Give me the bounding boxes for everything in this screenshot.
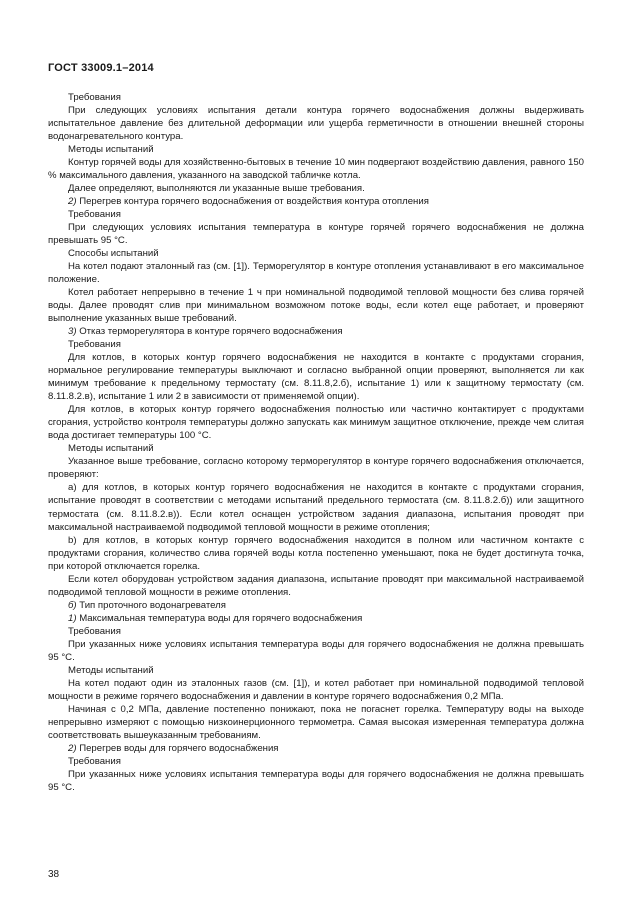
paragraph bbox=[48, 351, 584, 403]
paragraph-text: Методы испытаний bbox=[68, 664, 154, 676]
paragraph bbox=[48, 677, 584, 703]
paragraph bbox=[48, 625, 584, 638]
paragraph-text: Требования bbox=[68, 625, 121, 637]
paragraph-text: Тип проточного водонагревателя bbox=[76, 599, 226, 611]
paragraph-text: Котел работает непрерывно в течение 1 ч при номинальной подводимой тепловой мощности без слива горячей воды. Далее проводят слив при минимальном возможном потоке воды, если котел еще работает, и проверяют выполнение указанных выше требований. bbox=[48, 287, 584, 325]
paragraph-text: Для котлов, в которых контур горячего водоснабжения не находится в контакте с продуктами сгорания, нормальное регулирование температуры выключают и согласно выбранной опции проверяют, выполняется ли как минимум требование к предельному термостату (см. 8.11.8,2.б), испытание 1) или к защитному термостату (см. 8.11.8.2.в), испытание 1 или 2 в зависимости от применяемой опции). bbox=[48, 352, 584, 403]
paragraph bbox=[48, 638, 584, 664]
paragraph-text: Для котлов, в которых контур горячего водоснабжения полностью или частично контактирует с продуктами сгорания, устройство контроля температуры должно запускать как минимум защитное отключение, прежде чем слитая вода достигает температуры 100 °С. bbox=[48, 404, 584, 442]
paragraph bbox=[48, 612, 584, 625]
paragraph-text: При следующих условиях испытания температура в контуре горячей горячего водоснабжения не должна превышать 95 °С. bbox=[48, 222, 584, 247]
paragraph bbox=[48, 573, 584, 599]
paragraph-text: Требования bbox=[68, 339, 121, 351]
paragraph bbox=[48, 325, 584, 338]
paragraph bbox=[48, 338, 584, 351]
paragraph-text: Указанное выше требование, согласно которому терморегулятор в контуре горячего водоснабжения отключается, проверяют: bbox=[48, 456, 584, 481]
item-marker: 2) bbox=[68, 742, 77, 754]
paragraph bbox=[48, 403, 584, 442]
item-marker: 3) bbox=[68, 326, 77, 338]
paragraph bbox=[48, 664, 584, 677]
paragraph bbox=[48, 703, 584, 742]
item-marker: б) bbox=[68, 599, 77, 611]
paragraph bbox=[48, 260, 584, 286]
paragraph bbox=[48, 247, 584, 260]
paragraph-text: Перегрев воды для горячего водоснабжения bbox=[76, 742, 279, 754]
paragraph-text: Требования bbox=[68, 755, 121, 767]
paragraph bbox=[48, 455, 584, 481]
paragraph-text: Начиная с 0,2 МПа, давление постепенно понижают, пока не погаснет горелка. Температуру воды на выходе непрерывно измеряют с помощью низкоинерционного термометра. Самая высокая измеренная температура должна соответствовать вышеуказанным требованиям. bbox=[48, 703, 584, 741]
paragraph-text: b) для котлов, в которых контур горячего водоснабжения находится в полном или частичном контакте с продуктами сгорания, количество слива горячей воды котла постепенно уменьшают, пока не будет достигнута точка, при которой отключается горелка. bbox=[48, 534, 584, 572]
paragraph bbox=[48, 143, 584, 156]
paragraph bbox=[48, 768, 584, 794]
paragraph bbox=[48, 599, 584, 612]
paragraph bbox=[48, 182, 584, 195]
paragraph bbox=[48, 221, 584, 247]
paragraph bbox=[48, 195, 584, 208]
paragraph bbox=[48, 286, 584, 325]
page-number: 38 bbox=[48, 869, 60, 880]
paragraph-text: При указанных ниже условиях испытания температура воды для горячего водоснабжения не должна превышать 95 °С. bbox=[48, 638, 584, 663]
paragraph bbox=[48, 481, 584, 533]
document-header: ГОСТ 33009.1–2014 bbox=[48, 62, 154, 74]
paragraph bbox=[48, 91, 584, 104]
paragraph-text: Способы испытаний bbox=[68, 248, 159, 260]
paragraph bbox=[48, 534, 584, 573]
document-body bbox=[48, 91, 584, 794]
paragraph-text: На котел подают один из эталонных газов (см. [1]), и котел работает при номинальной подводимой тепловой мощности в режиме горячего водоснабжения и давлении в контуре горячего водоснабжения 0,2 МПа. bbox=[48, 677, 584, 702]
item-marker: 1) bbox=[68, 612, 77, 624]
paragraph bbox=[48, 104, 584, 143]
paragraph-text: Требования bbox=[68, 92, 121, 103]
paragraph-text: Перегрев контура горячего водоснабжения от воздействия контура отопления bbox=[76, 196, 429, 208]
paragraph-text: Отказ терморегулятора в контуре горячего водоснабжения bbox=[76, 326, 343, 338]
paragraph-text: Далее определяют, выполняются ли указанные выше требования. bbox=[68, 183, 365, 195]
paragraph-text: На котел подают эталонный газ (см. [1]). Терморегулятор в контуре отопления устанавливают в его максимальное положение. bbox=[48, 261, 584, 286]
paragraph-text: При указанных ниже условиях испытания температура воды для горячего водоснабжения не должна превышать 95 °С. bbox=[48, 768, 584, 793]
paragraph-text: a) для котлов, в которых контур горячего водоснабжения не находится в контакте с продуктами сгорания, испытание проводят в соответствии с методами испытаний предельного термостата (см. 8.11.8.2.б)) или защитного термостата (см. 8.11.8.2.в)). Если котел оснащен устройством задания диапазона, испытания проводят при максимальной настраиваемой подводимой тепловой мощности в режиме отопления; bbox=[48, 482, 584, 533]
paragraph bbox=[48, 208, 584, 221]
paragraph-text: Максимальная температура воды для горячего водоснабжения bbox=[76, 612, 363, 624]
paragraph-text: Требования bbox=[68, 209, 121, 221]
paragraph bbox=[48, 156, 584, 182]
paragraph-text: Контур горячей воды для хозяйственно-бытовых в течение 10 мин подвергают воздействию давления, равного 150 % максимального давления, указанного на заводской табличке котла. bbox=[48, 157, 584, 182]
paragraph-text: Методы испытаний bbox=[68, 443, 154, 455]
paragraph bbox=[48, 742, 584, 755]
paragraph-text: При следующих условиях испытания детали контура горячего водоснабжения должны выдерживать испытательное давление без длительной деформации или ущерба герметичности в отношении внешней стороны водонагревательного контура. bbox=[48, 105, 584, 143]
paragraph bbox=[48, 755, 584, 768]
paragraph-text: Если котел оборудован устройством задания диапазона, испытание проводят при максимальной настраиваемой подводимой тепловой мощности в режиме отопления. bbox=[48, 573, 584, 598]
item-marker: 2) bbox=[68, 196, 77, 208]
paragraph-text: Методы испытаний bbox=[68, 144, 154, 156]
paragraph bbox=[48, 442, 584, 455]
